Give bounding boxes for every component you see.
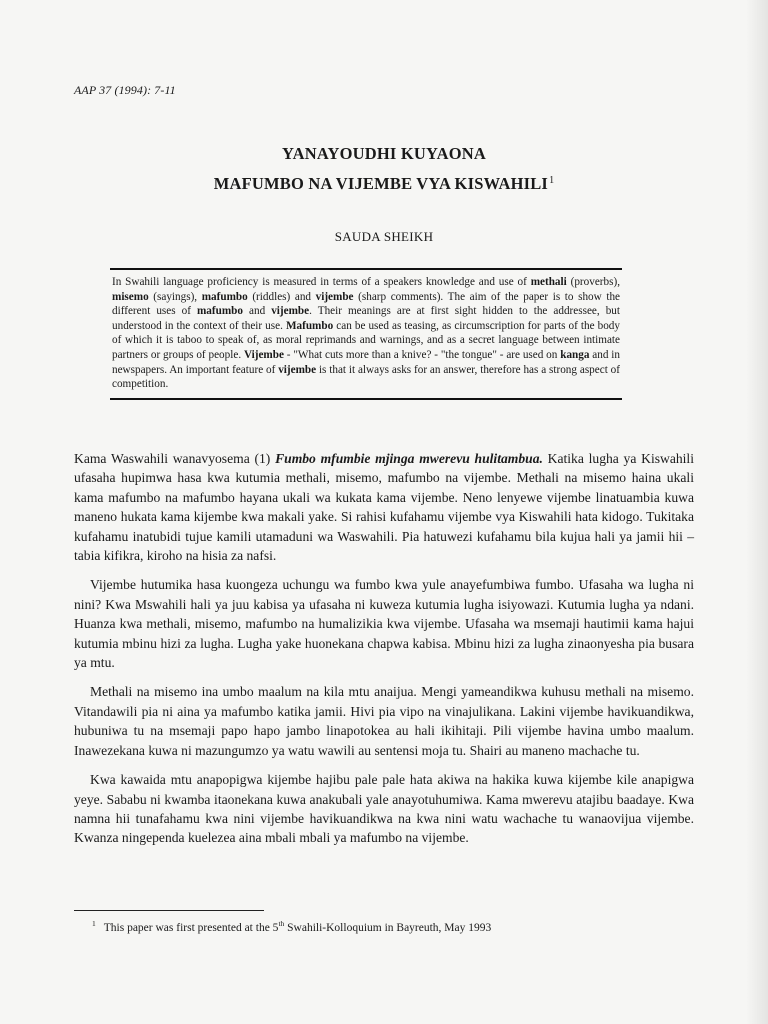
abstract-term: kanga (560, 348, 590, 361)
abstract-text: (proverbs), (566, 276, 620, 288)
title-line-1: YANAYOUDHI KUYAONA (282, 144, 486, 163)
abstract-text: (riddles) and (247, 290, 316, 303)
abstract-term: methali (530, 276, 567, 288)
abstract-text: can be used as teasing, as circumscription for parts of the body of which it is taboo to speak of, as moral reprimands and warnings, and as a secret language between intimate partners or groups of people. (112, 319, 620, 361)
paragraph-4: Kwa kawaida mtu anapopigwa kijembe hajibu pale pale hata akiwa na hakika kuwa kijembe kile anapigwa yeye. Sababu ni kwamba itaonekana kuwa anakubali yale anayotuhumiwa. Kama mwerevu atajibu baadaye. Kwa namna hii tunafahamu kwa nini vijembe havikuandikwa na kwa nini watu wachache tu wanaovijua vijembe. Kwanza ningependa kuelezea aina mbali mbali ya mafumbo na vijembe. (74, 772, 694, 846)
body-text (74, 449, 694, 858)
title-line-2-text: MAFUMBO NA VIJEMBE VYA KISWAHILI (213, 174, 549, 193)
paragraph-1 (74, 449, 694, 565)
paragraph-1-rest: Katika lugha ya Kiswahili ufasaha hupimwa hasa kwa kutumia methali, misemo, mafumbo na vijembe. Methali na misemo haina ukali kama mafumbo na mafumbo hayana ukali wa kukata kama vijembe. Neno lenyewe vijembe linatuambia kuwa maneno hukata kama kijembe kwa makali yake. Si rahisi kufahamu vijembe vya Kiswahili hata kidogo. Tukitaka kufahamu inatubidi tujue kamili utamaduni wa Waswahili. Pia hatuwezi kufahamu bila kujua hali ya jamii hii – tabia kifikra, kiroho na hisia za nafsi. (74, 451, 694, 564)
footnote-divider (74, 910, 264, 911)
abstract-text: is that it always asks for an answer, therefore has a strong aspect of competition. (112, 363, 620, 391)
proverb-quote: Fumbo mfumbie mjinga mwerevu hulitambua. (275, 451, 543, 466)
abstract-term: misemo (112, 290, 149, 303)
footnote-superscript: th (278, 919, 285, 928)
abstract-term: vijembe (278, 363, 317, 376)
abstract-term: Vijembe (243, 348, 284, 361)
abstract-text: (sayings), (148, 290, 202, 303)
footnote-text: This paper was first presented at the 5 (103, 922, 279, 934)
footnote-text-end: Swahili-Kolloquium in Bayreuth, May 1993 (284, 922, 492, 934)
paragraph-3: Methali na misemo ina umbo maalum na kila mtu anaijua. Mengi yameandikwa kuhusu methali na misemo. Vitandawili pia ni aina ya mafumbo katika jamii. Hivi pia vipo na vinajulikana. Lakini vijembe havikuandikwa, hubuniwa tu na msemaji papo hapo jambo linapotokea au hali ikihitaji. Pili vijembe havina umbo maalum. Inawezekana kuwa ni mazungumzo ya watu wawili au sentensi moja tu. Shairi au maneno machache tu. (74, 684, 694, 758)
abstract-term: mafumbo (201, 290, 248, 303)
footnote-number: 1 (92, 919, 96, 928)
abstract-text: In Swahili language proficiency is measured in terms of a speakers knowledge and use of (112, 276, 531, 288)
abstract-box (110, 268, 622, 400)
abstract-text: - "What cuts more than a knive? - "the tongue" - are used on (283, 348, 561, 361)
abstract-term: Mafumbo (285, 319, 334, 332)
footnote (92, 919, 652, 934)
abstract-text: and in newspapers. An important feature of (112, 348, 620, 376)
abstract-term: vijembe (271, 305, 310, 318)
abstract-text: and (242, 305, 272, 318)
title-line-2 (0, 174, 768, 194)
paragraph-1-start: Kama Waswahili wanavyosema (1) (74, 451, 276, 466)
paragraph-2: Vijembe hutumika hasa kuongeza uchungu wa fumbo kwa yule anayefumbiwa fumbo. Ufasaha wa lugha ni nini? Kwa Mswahili hali ya juu kabisa ya ufasaha ni kuweza kutumia lugha isiyowazi. Kutumia lugha ya ndani. Huanza kwa methali, misemo, mafumbo na humalizikia kwa vijembe. Ufasaha wa msemaji hautimii kama hajui kutumia mbinu hizi za lugha. Lugha yake huonekana chapwa kabisa. Mbinu hizi za lugha zinaonyesha pia busara ya mtu. (74, 577, 694, 671)
abstract-text: . Their meanings are at first sight hidden to the addressee, but understood in the context of their use. (112, 305, 621, 332)
abstract-text: (sharp comments). The aim of the paper is to show the different uses of (112, 290, 621, 318)
abstract-term: vijembe (315, 290, 354, 303)
journal-citation: AAP 37 (1994): 7-11 (74, 83, 176, 97)
abstract-term: mafumbo (196, 305, 243, 318)
title-footnote-mark: 1 (549, 175, 555, 186)
author-name: SAUDA SHEIKH (334, 229, 434, 244)
